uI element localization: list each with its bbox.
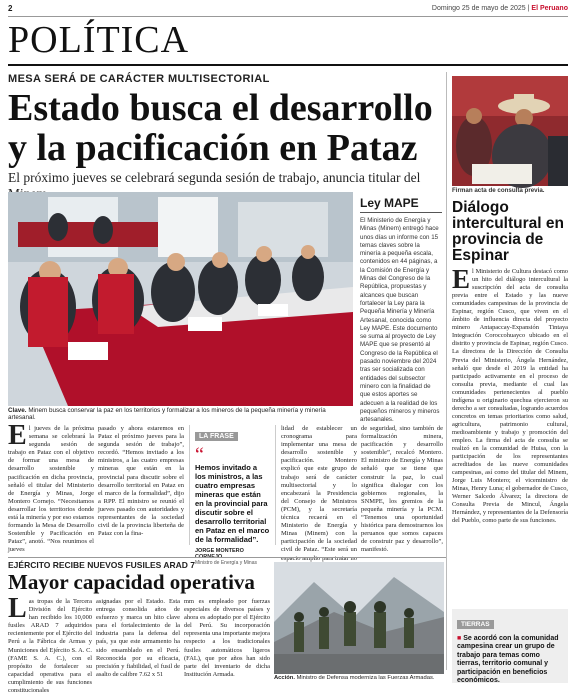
consulta-headline: Diálogo intercultural en provincia de Espinar [452, 199, 564, 264]
caption-text: Ministro de Defensa moderniza las Fuerzas Armadas. [296, 675, 435, 681]
quote-role: Ministro de Energía y Minas [195, 560, 257, 566]
section-title: POLÍTICA [8, 19, 190, 61]
consulta-photo [452, 76, 568, 186]
section-rule [8, 64, 568, 66]
column-divider [446, 72, 447, 670]
main-kicker: MESA SERÁ DE CARÁCTER MULTISECTORIAL [8, 73, 270, 85]
fusiles-headline: Mayor capacidad operativa [8, 570, 255, 594]
fusiles-caption [274, 675, 446, 681]
tierras-body: Se acordó con la comunidad campesina crear un grupo de trabajo para temas como tierras, territorio comunal y participación en beneficios económicos. [457, 635, 559, 685]
ley-mape-body: El Ministerio de Energía y Minas (Minem) entregó hace unos días un informe con 15 temas claves sobre la minería a pequeña escala, contenidos en 44 páginas, a la Comisión de Energía y Minas del Congreso de la República, propuestas y alcances que buscan fortalecer la Ley para la Pequeña Minería y Minería Artesanal, conocida como Ley MAPE. Este documento se suma al proyecto de Ley MAPE que se presentó al Congreso de la República el pasado noviembre del 2024 tras ser socializada con entidades del subsector minero con la finalidad de que estos aportes se adecuen a la realidad de los pequeños mineros y mineros artesanales. [360, 217, 440, 424]
main-photo-caption [8, 407, 353, 421]
dateline: Domingo 25 de mayo de 2025 | El Peruano [431, 5, 568, 12]
drop-cap: E [452, 264, 471, 294]
quote-mark-icon: “ [195, 444, 204, 466]
tierras-box [452, 609, 568, 683]
fusiles-kicker: EJÉRCITO RECIBE NUEVOS FUSILES ARAD 7 [8, 560, 196, 570]
header-rule [8, 16, 568, 17]
brand-name: El Peruano [531, 5, 568, 12]
tierras-text [457, 635, 563, 685]
fusiles-column-2: asignadas por el Estado. Esta entrega consolida años de esfuerzo y marca un hito clave para el fortalecimiento de la industria para la defensa del país, ya que este armamento ha sido ensamblado en el Perú. Reconocida por su eficacia, precisión y fiabilidad, el fusil de asalto de calibre 7.62 x 51 [96, 598, 180, 678]
main-headline: Estado busca el desarrollo y la pacificación en Pataz [8, 87, 433, 169]
fusiles-column-3: mm es empleado por fuerzas especiales de diversos países y ahora es adoptado por el Ejército del Perú. Su incorporación representa una importante mejora respecto a los tradicionales fusiles automáticos ligeros (FAL), que por años han sido parte del inventario de dicha Institución Armada. [184, 598, 270, 678]
main-column-3: lidad de establecer un cronograma para implementar una mesa de desarrollo sostenible y pacificación. Montero explicó que este grupo de trabajo será de carácter multisectorial y lo encabezará la Presidencia del Consejo de Ministros (PCM), y la secretaría técnica recaerá en el Ministerio de Energía y Minas (Minem) con la participación de la sociedad civil de Pataz. “Este será un espacio amplio para tratar no [281, 425, 357, 562]
main-photo [8, 192, 353, 406]
consulta-body-text: l Ministerio de Cultura destacó como un hito del diálogo intercultural la suscripción del acta de consulta previa entre el Estado y las nueve comunidades campesinas de la provincia de Espinar, región Cusco, que viven en el ámbito de influencia directa del proyecto minero Antapaccay-Expansión Tintaya Integración Coroccohuayco ubicado en el distrito y provincia de Espinar, región Cusco. La directora de la Dirección de Consulta Previa del Ministerio, Ángela Hernández, señaló que desde el 2019 la entidad ha participado activamente en el proceso de consulta previa, mediante el cual las comunidades pertenecientes al pueblo indígena u originario quechua ejercieron su derecho a ser consultadas, logrando acuerdos concretos en temas prioritarios como salud, agricultura, patrimonio cultural, medioambiente y trabajo y promoción del empleo. La firma del acta de consulta se realizó en la comunidad de Huisa, con la participación de los representantes acreditados de las nueve comunidades campesinas, así como del titular del Minem, Jorge Luis Montero; el viceministro de Minas, Henry Luna; el gobernador de Cusco, Werner Salcedo Álvarez; la directora de Consulta Previa de Mincul, Ángela Hernández, y representantes de la Defensoría del Pueblo, como parte de sus funciones. [452, 268, 568, 525]
quote-text: Hemos invitado a los ministros, a las cuatro empresas mineras que están en la provincial para discutir sobre el desarrollo territorial en Pataz en el marco de la formalidad”. [195, 463, 270, 544]
ley-mape-title: Ley MAPE [360, 196, 442, 213]
main-column-1 [8, 420, 94, 555]
main-column-2: pasado y ahora estaremos en Pataz el próximo jueves para la segunda sesión de trabajo”, recordó. “Hemos invitado a los ministros, a las cuatro empresas mineras que están en la provincial para discutir sobre el desarrollo territorial en Pataz en el marco de la formalidad”, dijo a RPP. El ministro se reunió el jueves pasado con autoridades y representantes de la sociedad civil de la provincia liberteña de Pataz con la fina- [98, 425, 184, 538]
drop-cap: E [8, 420, 27, 451]
tierras-label: TIERRAS [457, 620, 494, 629]
consulta-caption: Firman acta de consulta previa. [452, 187, 545, 194]
page-header [8, 4, 568, 16]
fusiles-photo [274, 562, 444, 674]
story-divider [8, 557, 446, 558]
main-col1-text: l jueves de la próxima semana se celebrará la segunda sesión de trabajo en Pataz con el objetivo de formar una mesa de desarrollo sostenible y pacificación en dicha provincia, señaló el titular del Ministerio de Energía y Minas, Jorge Montero Cornejo. “Necesitamos desarrollar los territorios donde está la minería y por eso estamos formando la Mesa de Desarrollo Sostenible y Pacificación en Pataz”, anotó. “Nos reunimos el jueves [8, 425, 94, 554]
fusiles-col1-text: as tropas de la Tercera División del Ejército han recibido los 10,000 fusiles ARAD 7 adquiridos recientemente por el Ejército del Perú a la Fábrica de Armas y Municiones del Ejército S. A. C. (FAME S. A. C.), con el propósito de fortalecer su capacidad operativa para el cumplimiento de sus funciones constitucionales [8, 598, 92, 695]
caption-text: Minem busca conservar la paz en los territorios y formalizar a los mineros de la pequeña minería y minería artesanal. [8, 407, 326, 421]
drop-cap: L [8, 593, 27, 624]
consulta-body [452, 264, 568, 526]
main-deck: El próximo jueves se celebrará segunda sesión de trabajo, anuncia titular del [8, 170, 421, 185]
bullet-icon: ■ [457, 635, 462, 642]
caption-label: Acción. [274, 675, 295, 681]
fusiles-column-1 [8, 593, 92, 695]
ley-mape-box [360, 196, 442, 424]
page-number: 2 [8, 4, 13, 13]
quote-author: JORGE MONTERO CORNEJO [195, 548, 244, 560]
quote-label: LA FRASE [195, 432, 238, 441]
main-column-4: de seguridad, sino también de formalización minera, pacificación y desarrollo sostenible”, recalcó Montero. El ministro de Energía y Minas señaló que se tiene que construir la paz, lo cual significa dialogar con los gobiernos regionales, la SNMPE, los gremios de la pequeña minería y la PCM. “Tenemos una oportunidad histórica para demostrarnos los peruanos que somos capaces de construir paz y desarrollo”, manifestó. [361, 425, 443, 554]
caption-label: Clave. [8, 407, 27, 414]
quote-box [189, 425, 276, 566]
date: Domingo 25 de mayo de 2025 [431, 5, 526, 12]
